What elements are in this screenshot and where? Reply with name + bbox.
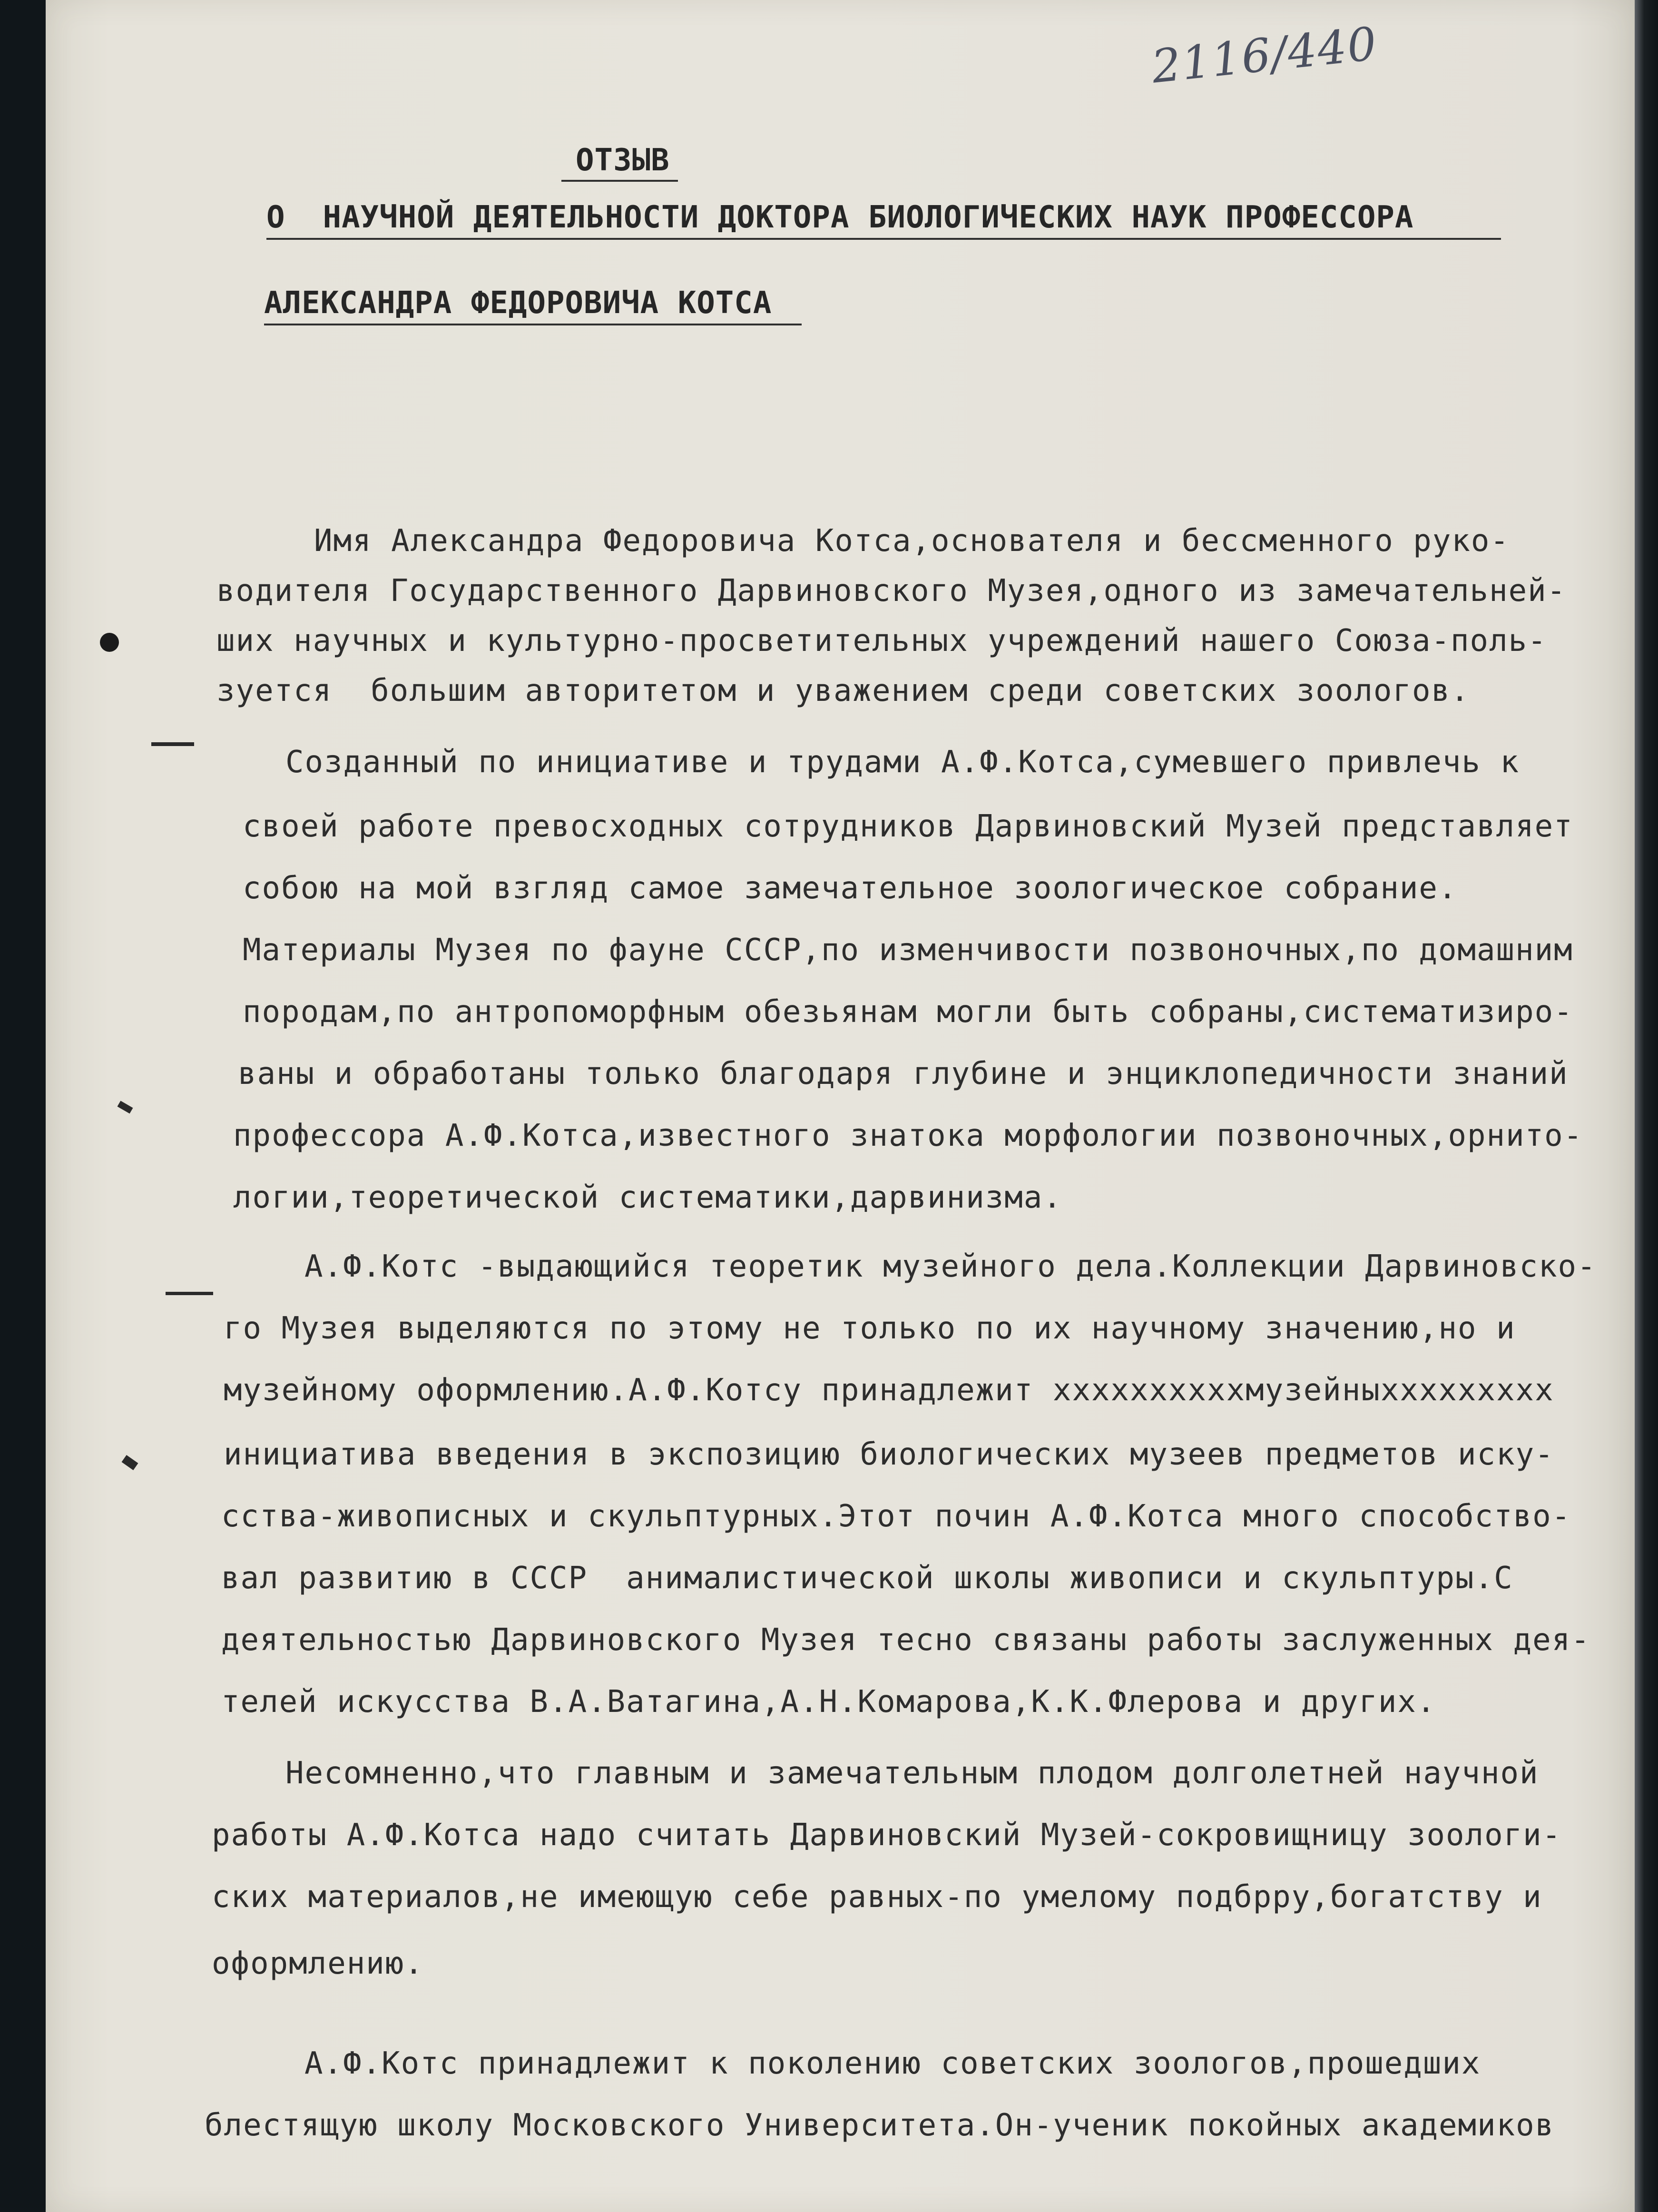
margin-mark <box>166 1292 213 1295</box>
body-line: ских материалов,не имеющую себе равных-по умелому подбрру,богатству и <box>212 1879 1542 1915</box>
body-line: ших научных и культурно-просветительных учреждений нашего Союза-поль- <box>216 623 1547 659</box>
archive-number: 2116/440 <box>1149 17 1380 94</box>
margin-mark <box>151 742 194 746</box>
title-underline-2 <box>266 238 1501 240</box>
title-line-2: О НАУЧНОЙ ДЕЯТЕЛЬНОСТИ ДОКТОРА БИОЛОГИЧЕСКИХ НАУК ПРОФЕССОРА <box>266 200 1414 235</box>
body-line: инициатива введения в экспозицию биологических музеев предметов иску- <box>224 1437 1554 1472</box>
body-line: логии,теоретической систематики,дарвинизма. <box>233 1180 1062 1215</box>
title-line-3: АЛЕКСАНДРА ФЕДОРОВИЧА КОТСА <box>264 285 772 321</box>
body-line: го Музея выделяются по этому не только по их научному значению,но и <box>224 1311 1516 1346</box>
body-line: собою на мой взгляд самое замечательное зоологическое собрание. <box>243 871 1458 906</box>
title-line-1: ОТЗЫВ <box>576 143 670 178</box>
body-line: зуется большим авторитетом и уважением среди советских зоологов. <box>216 673 1470 708</box>
body-line: оформлению. <box>212 1946 424 1981</box>
body-line: Несомненно,что главным и замечательным плодом долголетней научной <box>285 1756 1539 1791</box>
punch-hole <box>100 633 119 652</box>
body-line: телей искусства В.А.Ватагина,А.Н.Комарова,К.К.Флерова и других. <box>221 1684 1436 1720</box>
body-line: Материалы Музея по фауне СССР,по изменчивости позвоночных,по домашним <box>243 933 1573 968</box>
body-line: блестящую школу Московского Университета.Он-ученик покойных академиков <box>205 2108 1555 2143</box>
body-line: А.Ф.Котс принадлежит к поколению советских зоологов,прошедших <box>304 2046 1481 2081</box>
body-line: профессора А.Ф.Котса,известного знатока морфологии позвоночных,орнито- <box>233 1118 1583 1153</box>
title-underline-1 <box>561 180 678 182</box>
body-line: деятельностью Дарвиновского Музея тесно связаны работы заслуженных дея- <box>221 1622 1590 1658</box>
scan-edge-shadow <box>1635 0 1658 2212</box>
body-line: ваны и обработаны только благодаря глубине и энциклопедичности знаний <box>238 1056 1569 1091</box>
body-line: Имя Александра Федоровича Котса,основателя и бессменного руко- <box>314 523 1510 559</box>
title-underline-3 <box>264 324 802 325</box>
body-line: работы А.Ф.Котса надо считать Дарвиновский Музей-сокровищницу зоологи- <box>212 1818 1562 1853</box>
body-line: музейному оформлению.А.Ф.Котсу принадлежит xxxxxxxxxxмузейныххххххххх <box>224 1373 1554 1408</box>
body-line: породам,по антропоморфным обезьянам могли быть собраны,систематизиро- <box>243 994 1573 1030</box>
body-line: вал развитию в СССР анималистической школы живописи и скульптуры.С <box>221 1561 1513 1596</box>
body-line: водителя Государственного Дарвиновского Музея,одного из замечательней- <box>216 573 1567 609</box>
body-line: своей работе превосходных сотрудников Дарвиновский Музей представляет <box>243 809 1573 844</box>
body-line: Созданный по инициативе и трудами А.Ф.Котса,сумевшего привлечь к <box>285 745 1520 780</box>
body-line: А.Ф.Котс -выдающийся теоретик музейного дела.Коллекции Дарвиновско- <box>304 1249 1597 1284</box>
body-line: сства-живописных и скульптурных.Этот почин А.Ф.Котса много способство- <box>221 1499 1571 1534</box>
